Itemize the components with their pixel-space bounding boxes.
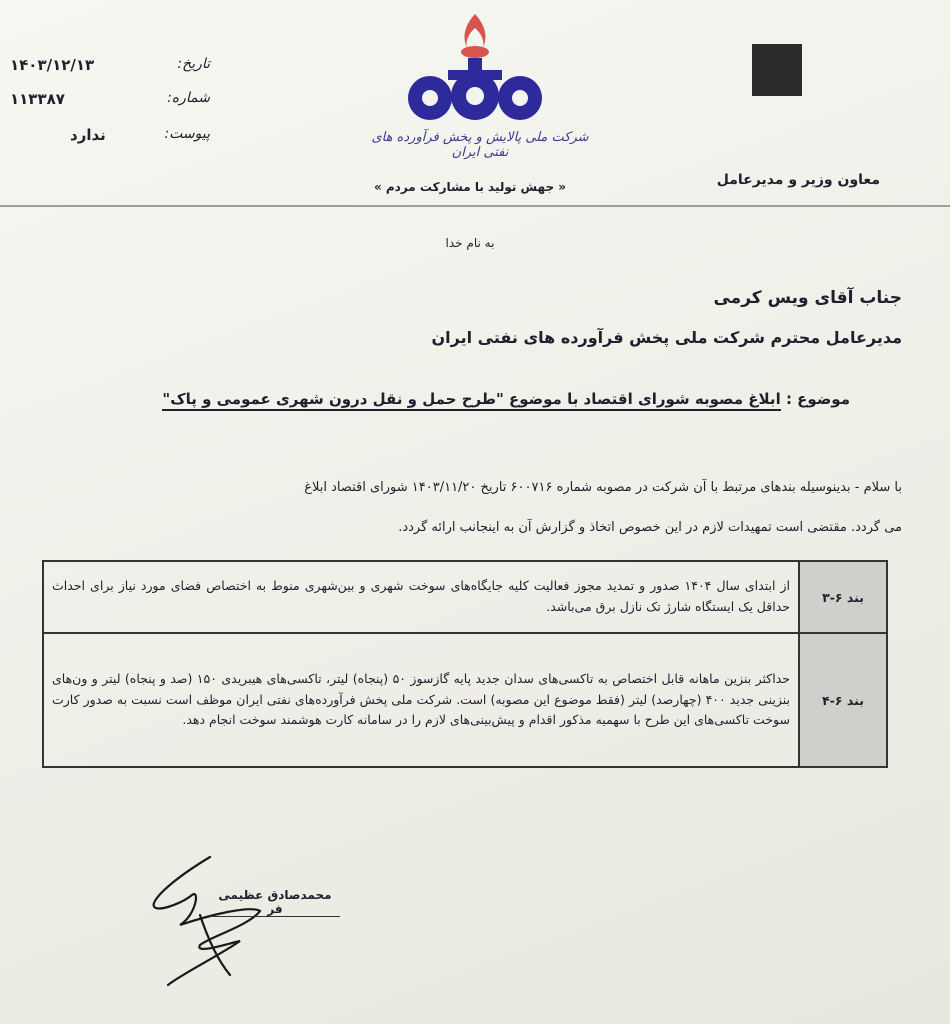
clause-text: از ابتدای سال ۱۴۰۴ صدور و تمدید مجوز فعالیت کلیه جایگاه‌های سوخت شهری و بین‌شهری منوط به اختصاص فضای مورد نیاز برای احداث حداقل یک ایستگاه شارژ تک نازل برق می‌باشد. [43,561,799,633]
table-row [43,633,887,767]
recipient-title: مدیرعامل محترم شرکت ملی پخش فرآورده های نفتی ایران [431,328,902,347]
handwritten-signature-icon [140,845,290,995]
clause-id: بند ۶-۳ [799,561,887,633]
subject-line [70,390,850,408]
date-row [10,56,210,80]
number-row [10,90,210,114]
company-logo-icon [400,10,550,140]
qr-stamp-icon [752,44,802,96]
attachment-row [10,126,210,150]
bismillah: به نام خدا [445,236,495,250]
body-line-2: می گردد. مقتضی است تمهیدات لازم در این خصوص اتخاذ و گزارش آن به اینجانب ارائه گردد. [398,520,902,535]
signer-name: محمدصادق عظیمی فر [210,888,340,917]
clause-id: بند ۶-۴ [799,633,887,767]
company-name: شرکت ملی پالایش و پخش فرآورده های نفتی ایران [371,130,589,160]
sender-position: معاون وزیر و مدیرعامل [716,172,880,188]
number-value: ۱۱۳۳۸۷ [10,90,65,108]
number-label: شماره: [167,90,210,106]
body-line-1: با سلام - بدینوسیله بندهای مرتبط با آن شرکت در مصوبه شماره ۶۰۰۷۱۶ تاریخ ۱۴۰۳/۱۱/۲۰ شورای اقتصاد ابلاغ [304,480,902,495]
slogan: « جهش تولید با مشارکت مردم » [373,180,567,194]
table-row [43,561,887,633]
subject-text: ابلاغ مصوبه شورای اقتصاد با موضوع "طرح حمل و نقل درون شهری عمومی و پاک" [162,390,780,411]
clauses-table [42,560,888,768]
subject-prefix: موضوع : [780,390,850,408]
clause-text: حداکثر بنزین ماهانه قابل اختصاص به تاکسی‌های سدان جدید پایه گازسوز ۵۰ (پنجاه) لیتر، تاکسی‌های هیبریدی ۱۵۰ (صد و پنجاه) لیتر و ون‌های بنزینی جدید ۴۰۰ (چهارصد) لیتر (فقط موضوع این مصوبه) است. شرکت ملی پخش فرآورده‌های نفتی ایران موظف است نسبت به صدور کارت سوخت تاکسی‌های این طرح با سهمیه مذکور اقدام و پیش‌بینی‌های لازم را در سامانه کارت هوشمند سوخت انجام دهد. [43,633,799,767]
attachment-label: پیوست: [164,126,210,142]
date-label: تاریخ: [177,56,210,72]
date-value: ۱۴۰۳/۱۲/۱۳ [10,56,95,74]
header-divider [0,205,950,207]
attachment-value: ندارد [70,126,106,144]
recipient-name: جناب آقای ویس کرمی [713,288,902,308]
